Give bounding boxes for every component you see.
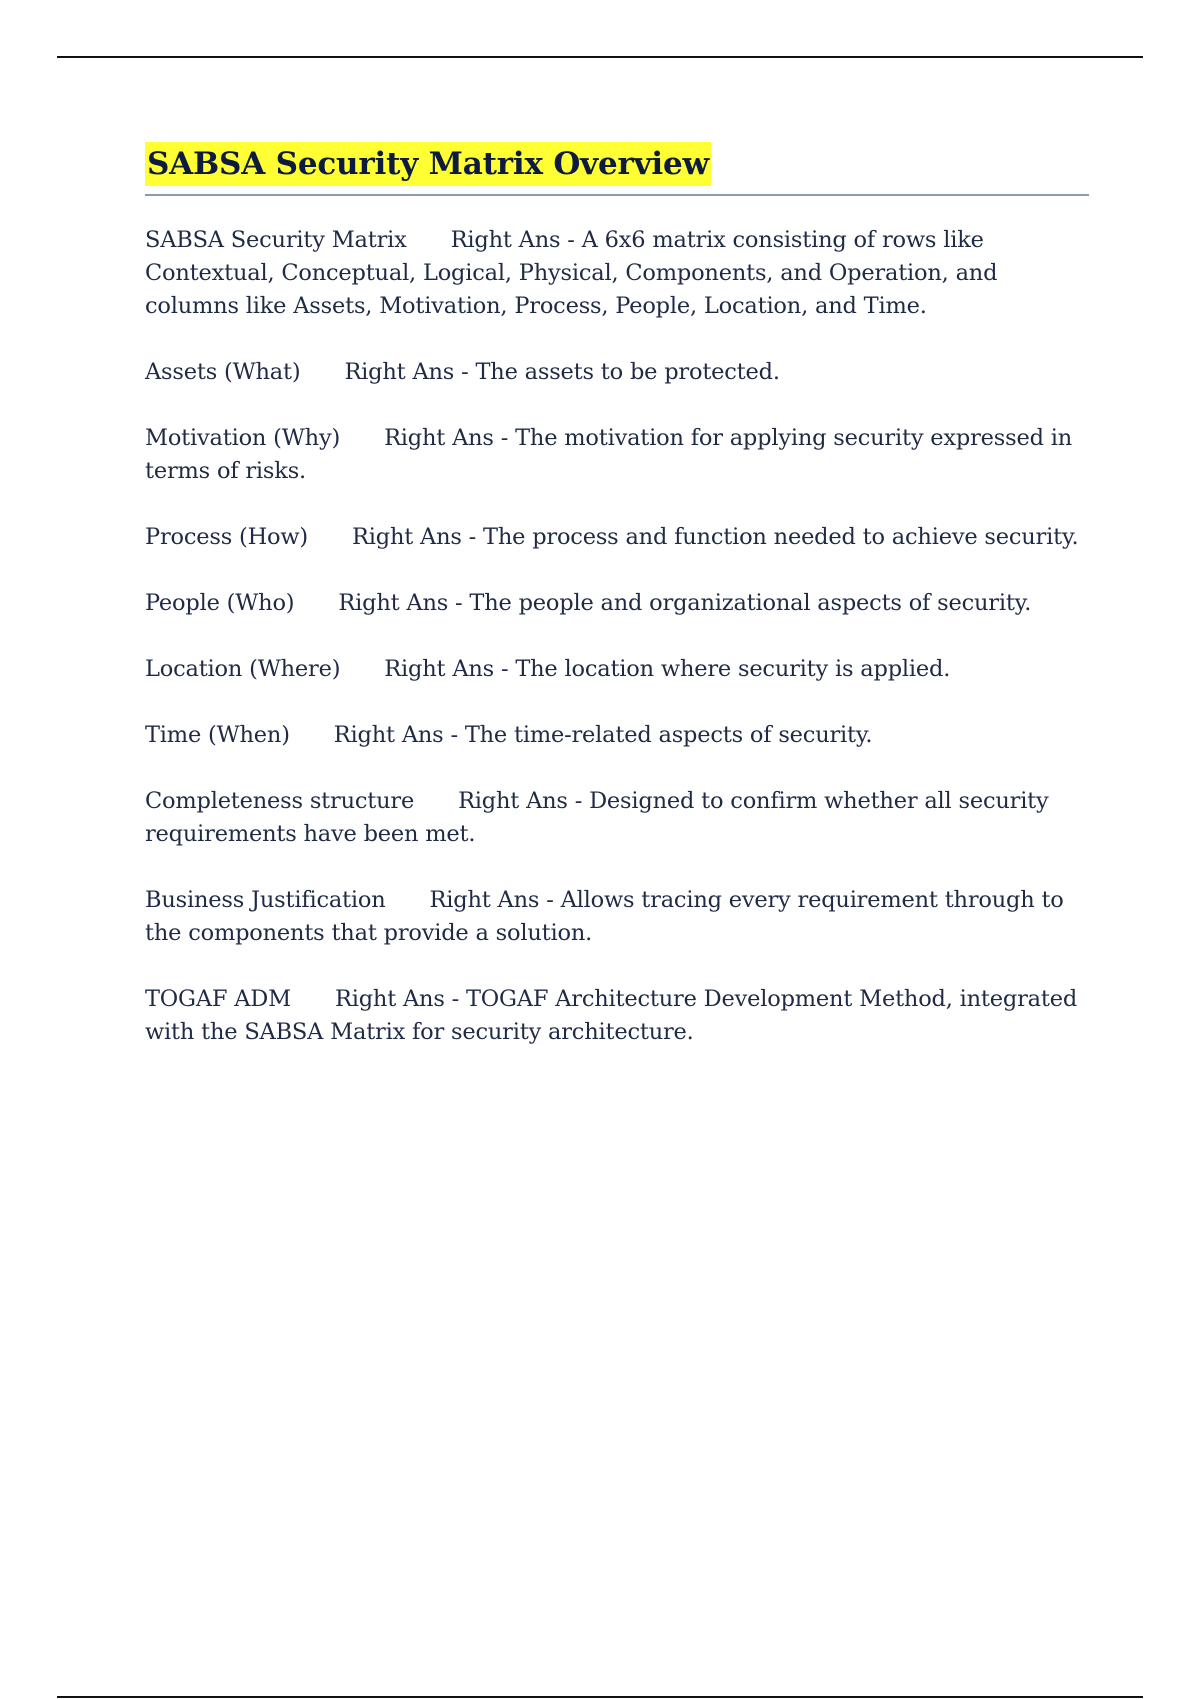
qa-entry <box>145 356 1089 389</box>
entry-term: Assets (What) <box>145 359 301 385</box>
answer-prefix: Right Ans - <box>344 359 476 385</box>
entry-answer: The location where security is applied. <box>515 656 951 682</box>
qa-entry <box>145 653 1089 686</box>
qa-entry <box>145 983 1089 1049</box>
answer-prefix: Right Ans - <box>384 425 516 451</box>
entry-term: Business Justification <box>145 887 386 913</box>
page-bottom-rule <box>57 1696 1143 1698</box>
entry-term: People (Who) <box>145 590 295 616</box>
answer-prefix: Right Ans - <box>352 524 484 550</box>
entry-term: SABSA Security Matrix <box>145 227 407 253</box>
title-block <box>145 142 1089 196</box>
entry-term: Location (Where) <box>145 656 341 682</box>
document-body <box>145 142 1089 1082</box>
entry-answer: Allows tracing every requirement through to the components that provide a solution. <box>145 887 1064 946</box>
qa-entry <box>145 884 1089 950</box>
qa-entry <box>145 422 1089 488</box>
answer-prefix: Right Ans - <box>450 227 582 253</box>
entry-answer: The time-related aspects of security. <box>464 722 873 748</box>
answer-prefix: Right Ans - <box>338 590 470 616</box>
qa-entry <box>145 224 1089 323</box>
entry-answer: TOGAF Architecture Development Method, integrated with the SABSA Matrix for security architecture. <box>145 986 1078 1045</box>
entry-answer: Designed to confirm whether all security requirements have been met. <box>145 788 1049 847</box>
qa-entry <box>145 719 1089 752</box>
page-title: SABSA Security Matrix Overview <box>145 142 711 186</box>
entry-term: Motivation (Why) <box>145 425 341 451</box>
page-top-rule <box>57 56 1143 58</box>
answer-prefix: Right Ans - <box>429 887 561 913</box>
entry-answer: The process and function needed to achieve security. <box>483 524 1079 550</box>
qa-entry <box>145 785 1089 851</box>
entry-term: Process (How) <box>145 524 308 550</box>
answer-prefix: Right Ans - <box>458 788 590 814</box>
entry-answer: The people and organizational aspects of security. <box>469 590 1032 616</box>
answer-prefix: Right Ans - <box>334 986 466 1012</box>
answer-prefix: Right Ans - <box>384 656 516 682</box>
entry-term: TOGAF ADM <box>145 986 291 1012</box>
entry-term: Time (When) <box>145 722 290 748</box>
answer-prefix: Right Ans - <box>333 722 465 748</box>
qa-entry <box>145 521 1089 554</box>
entry-answer: A 6x6 matrix consisting of rows like Contextual, Conceptual, Logical, Physical, Components, and Operation, and columns like Assets, Motivation, Process, People, Location, and Time. <box>145 227 998 319</box>
entry-answer: The motivation for applying security expressed in terms of risks. <box>145 425 1073 484</box>
entry-term: Completeness structure <box>145 788 415 814</box>
qa-entry <box>145 587 1089 620</box>
entry-answer: The assets to be protected. <box>475 359 780 385</box>
